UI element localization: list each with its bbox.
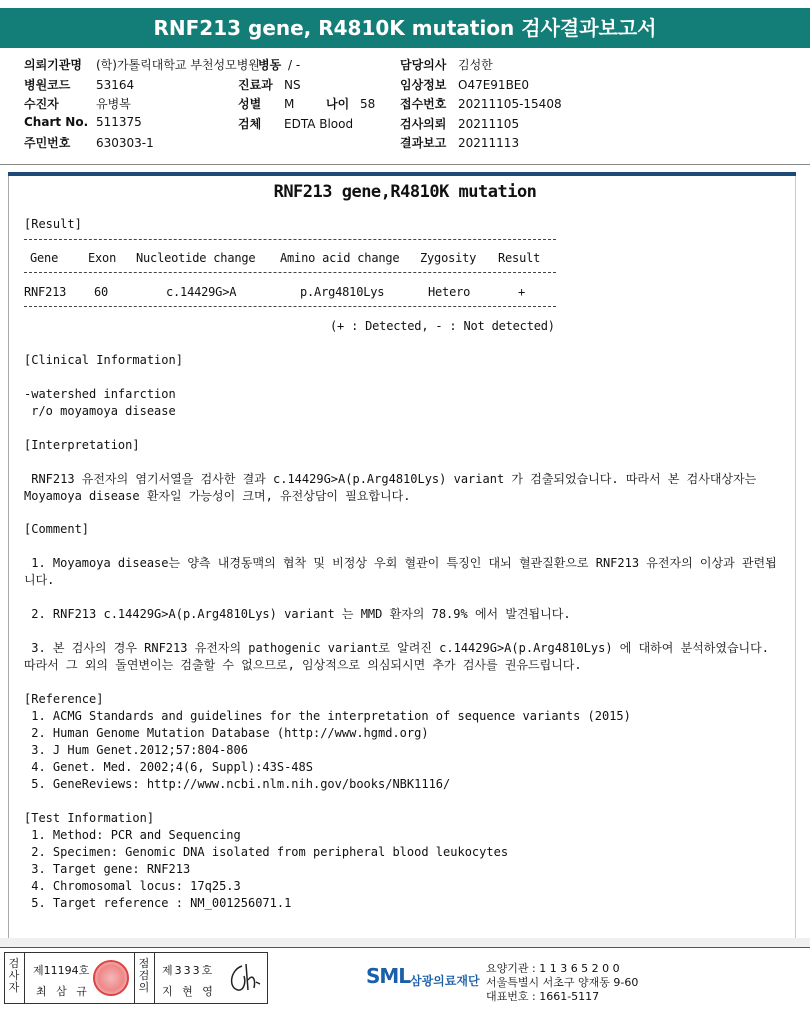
col-zygosity: Zygosity (420, 251, 477, 265)
reference-item: 2. Human Genome Mutation Database (http://www.hgmd.org) (24, 726, 429, 740)
col-nucleotide: Nucleotide change (136, 251, 256, 265)
reference-item: 4. Genet. Med. 2002;4(6, Suppl):43S-48S (24, 760, 313, 774)
interpretation-heading: [Interpretation] (24, 438, 140, 452)
hdr-resident-no: 주민번호 630303-1 (24, 136, 154, 150)
interpretation-text: RNF213 유전자의 염기서열을 검사한 결과 c.14429G>A(p.Arg4810Lys) variant 가 검출되었습니다. 따라서 본 검사대상자는 Moyamoya disease 환자일 가능성이 크며, 유전상담이 필요합니다. (24, 472, 764, 503)
facility-code: 요양기관 : 1 1 3 6 5 2 0 0 (486, 962, 620, 975)
cell-amino: p.Arg4810Lys (300, 285, 385, 299)
comment-2: 2. RNF213 c.14429G>A(p.Arg4810Lys) variant 는 MMD 환자의 78.9% 에서 발견됩니다. (24, 607, 571, 621)
report-title: RNF213 gene,R4810K mutation (273, 182, 537, 202)
cell-gene: RNF213 (24, 285, 67, 299)
header-divider (0, 164, 810, 165)
clinical-heading: [Clinical Information] (24, 353, 183, 367)
result-heading: [Result] (24, 217, 82, 231)
clinical-line-2: r/o moyamoya disease (24, 404, 176, 418)
hdr-age: 나이 58 (326, 97, 376, 111)
col-gene: Gene (30, 251, 59, 265)
hdr-sex: 성별 M (238, 97, 295, 111)
table-header-divider (24, 272, 556, 273)
testinfo-item: 4. Chromosomal locus: 17q25.3 (24, 879, 241, 893)
reviewer-label: 점 검 의 (138, 957, 150, 994)
hdr-doctor: 담당의사 김성한 (400, 58, 493, 72)
clinical-line-1: -watershed infarction (24, 387, 176, 401)
signature-mark (224, 960, 262, 996)
sml-logo: SML (366, 964, 411, 988)
hdr-patient: 수진자 유병복 (24, 97, 131, 111)
reference-heading: [Reference] (24, 692, 104, 706)
hdr-ward: 병동 / - (258, 58, 301, 72)
sig-divider (134, 952, 135, 1004)
report-top-rule (8, 172, 796, 176)
address: 서울특별시 서초구 양재동 9-60 (486, 976, 639, 989)
col-amino: Amino acid change (280, 251, 400, 265)
cell-nucleotide: c.14429G>A (166, 285, 237, 299)
hdr-institution: 의뢰기관명 (학)가톨릭대학교 부천성모병원 (24, 58, 260, 72)
result-legend: (+ : Detected, - : Not detected) (330, 319, 555, 333)
hdr-request-date: 검사의뢰 20211105 (400, 117, 520, 131)
table-bottom-divider (24, 306, 556, 307)
hdr-hospital-code: 병원코드 53164 (24, 78, 135, 92)
testinfo-item: 1. Method: PCR and Sequencing (24, 828, 241, 842)
table-top-divider (24, 239, 556, 240)
comment-3: 3. 본 검사의 경우 RNF213 유전자의 pathogenic variant로 알려진 c.14429G>A(p.Arg4810Lys) 에 대하여 분석하였습니다. 따라서 그 외의 돌연변이는 검출할 수 없으므로, 임상적으로 의심되시면 추가 검사를 권유드립니다. (24, 641, 777, 672)
testinfo-heading: [Test Information] (24, 811, 155, 825)
reference-item: 5. GeneReviews: http://www.ncbi.nlm.nih.gov/books/NBK1116/ (24, 777, 451, 791)
inspector-seal (93, 960, 129, 996)
comment-1: 1. Moyamoya disease는 양측 내경동맥의 협착 및 비정상 우회 혈관이 특징인 대뇌 혈관질환으로 RNF213 유전자의 이상과 관련됩니다. (24, 556, 777, 587)
report-banner-title: RNF213 gene, R4810K mutation 검사결과보고서 (0, 8, 810, 48)
org-name: 삼광의료재단 (410, 974, 480, 988)
reviewer-license: 제333호 (162, 964, 215, 977)
footer-divider (0, 947, 810, 948)
testinfo-item: 2. Specimen: Genomic DNA isolated from peripheral blood leukocytes (24, 845, 509, 859)
col-exon: Exon (88, 251, 117, 265)
inspector-name: 최 삼 규 (36, 985, 90, 998)
col-result: Result (498, 251, 541, 265)
phone: 대표번호 : 1661-5117 (486, 990, 600, 1003)
testinfo-item: 5. Target reference : NM_001256071.1 (24, 896, 292, 910)
reference-item: 1. ACMG Standards and guidelines for the interpretation of sequence variants (2015) (24, 709, 631, 723)
hdr-department: 진료과 NS (238, 78, 301, 92)
hdr-clinical-info: 임상정보 O47E91BE0 (400, 78, 530, 92)
sig-divider (24, 952, 25, 1004)
hdr-chart-no: Chart No. 511375 (24, 115, 142, 129)
reviewer-name: 지 현 영 (162, 985, 216, 998)
comment-heading: [Comment] (24, 522, 90, 536)
inspector-license: 제11194호 (33, 964, 90, 977)
cell-exon: 60 (94, 285, 109, 299)
inspector-label: 검 사 자 (8, 957, 20, 994)
hdr-specimen: 검체 EDTA Blood (238, 117, 354, 131)
hdr-accession-no: 접수번호 20211105-15408 (400, 97, 562, 111)
testinfo-item: 3. Target gene: RNF213 (24, 862, 191, 876)
cell-result: + (518, 285, 526, 299)
hdr-report-date: 결과보고 20211113 (400, 136, 520, 150)
sig-divider (154, 952, 155, 1004)
reference-item: 3. J Hum Genet.2012;57:804-806 (24, 743, 248, 757)
cell-zygosity: Hetero (428, 285, 471, 299)
